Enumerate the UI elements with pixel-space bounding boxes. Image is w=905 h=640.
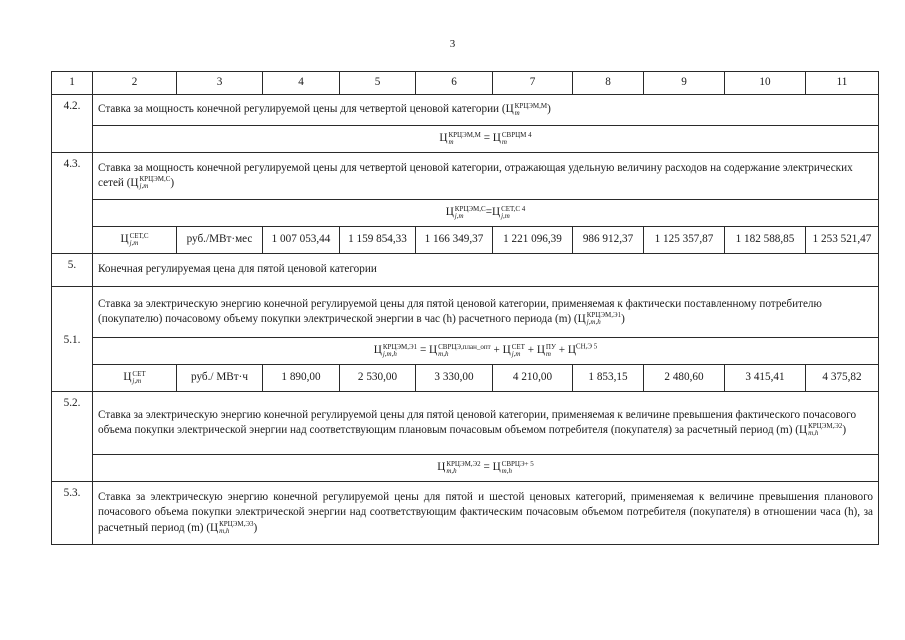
col-header: 1 <box>52 72 93 95</box>
description-text-end: ) <box>842 424 847 436</box>
row-4-3-formula <box>52 200 879 227</box>
row-4-2-formula <box>52 126 879 153</box>
symbol-superscript: КРЦЭМ,Э1 <box>382 342 418 351</box>
value-cell: 1 221 096,39 <box>493 227 573 254</box>
symbol-subscript: j,m <box>132 376 142 385</box>
symbol-subscript: m <box>501 137 507 146</box>
formula-cell: Ц КРЦЭМ,Э2 m,h = Ц СВРЦЭ+ 5 m,h <box>93 455 879 482</box>
description-cell <box>93 95 879 126</box>
tariff-table <box>51 71 879 545</box>
row-5-1-values <box>52 365 879 392</box>
symbol-superscript: СЕТ <box>132 369 146 378</box>
symbol-superscript: КРЦЭМ,С <box>139 175 171 184</box>
value-cell: 1 890,00 <box>263 365 340 392</box>
row-5-2-formula <box>52 455 879 482</box>
row-4-2-text <box>52 95 879 126</box>
row-4-3-text <box>52 153 879 200</box>
symbol-superscript: СЕТ,С <box>129 231 149 240</box>
formula-operator: + Ц <box>524 344 545 357</box>
col-header: 4 <box>263 72 340 95</box>
symbol-subscript: m <box>514 108 520 117</box>
formula-operator: + Ц <box>490 344 511 357</box>
rate-symbol: Ц СЕТ,С j,m <box>93 227 177 254</box>
description-text: Ставка за электрическую энергию конечной регулируемой цены для пятой ценовой категории, применяемая к величине превышения фактического почасового объема покупки электрической энергии над соответствующим плановым почасовым объемом потребителя (покупателя) за расчетный период (m) (Ц <box>98 408 857 436</box>
symbol-superscript: КРЦЭМ,Э1 <box>586 311 622 320</box>
rate-symbol: Ц СЕТ j,m <box>93 365 177 392</box>
value-cell: 1 007 053,44 <box>263 227 340 254</box>
value-cell: 986 912,37 <box>573 227 644 254</box>
description-text-end: ) <box>253 521 258 534</box>
formula-cell: Ц КРЦЭМ,М m = Ц СВРЦМ 4 m <box>93 126 879 153</box>
description-cell <box>93 392 879 455</box>
value-cell: 2 530,00 <box>340 365 416 392</box>
col-header: 6 <box>416 72 493 95</box>
section-number: 5.1. <box>52 287 93 392</box>
col-header: 5 <box>340 72 416 95</box>
symbol-superscript: СВРЦМ 4 <box>501 130 532 139</box>
row-5-3-text <box>52 482 879 545</box>
symbol-superscript: СВРЦЭ,план_опт <box>438 342 491 351</box>
row-4-3-values <box>52 227 879 254</box>
symbol-subscript: m <box>545 349 551 358</box>
row-5-1-formula <box>52 338 879 365</box>
description-cell <box>93 153 879 200</box>
symbol-subscript: m <box>448 137 454 146</box>
symbol-subscript: j,m <box>454 211 464 220</box>
formula-operator: + Ц <box>555 344 576 357</box>
row-5 <box>52 254 879 287</box>
row-5-2-text <box>52 392 879 455</box>
symbol-superscript: КРЦЭМ,М <box>448 130 481 139</box>
value-cell: 1 853,15 <box>573 365 644 392</box>
symbol-subscript: j,m <box>511 349 521 358</box>
symbol-subscript: j,m,h <box>586 318 601 327</box>
value-cell: 2 480,60 <box>644 365 725 392</box>
col-header: 8 <box>573 72 644 95</box>
col-header: 9 <box>644 72 725 95</box>
symbol-superscript: КРЦЭМ,М <box>514 101 548 110</box>
symbol-superscript: СЕТ <box>511 342 525 351</box>
symbol-superscript: КРЦЭМ,С <box>454 204 486 213</box>
section-number: 4.3. <box>52 153 93 254</box>
value-cell: 1 253 521,47 <box>806 227 879 254</box>
unit-cell: руб./МВт·мес <box>177 227 263 254</box>
symbol-superscript: КРЦЭМ,Э2 <box>808 422 843 431</box>
description-text-end: ) <box>621 313 625 325</box>
header-row <box>52 72 879 95</box>
section-number: 4.2. <box>52 95 93 153</box>
formula-cell: Ц КРЦЭМ,С j,m =Ц СЕТ,С 4 j,m <box>93 200 879 227</box>
symbol-subscript: m,h <box>219 526 230 535</box>
formula-operator: = Ц <box>480 461 501 474</box>
col-header: 7 <box>493 72 573 95</box>
section-number: 5.3. <box>52 482 93 545</box>
symbol-subscript: m,h <box>808 429 819 438</box>
description-text: Ставка за мощность конечной регулируемой цены для четвертой ценовой категории (Ц <box>98 103 514 116</box>
value-cell: 1 166 349,37 <box>416 227 493 254</box>
page-number: 3 <box>449 38 456 50</box>
col-header: 2 <box>93 72 177 95</box>
value-cell: 1 182 588,85 <box>725 227 806 254</box>
value-cell: 4 210,00 <box>493 365 573 392</box>
col-header: 3 <box>177 72 263 95</box>
description-text: Ставка за электрическую энергию конечной регулируемой цены для пятой ценовой категории, применяемая к фактически поставленному потребителю (покупателю) почасовому объему покупки электрической энергии в час (h) расчетного периода (m) (Ц <box>98 297 822 325</box>
symbol-subscript: m,h <box>501 466 512 475</box>
col-header: 10 <box>725 72 806 95</box>
symbol-superscript: ПУ <box>545 342 556 351</box>
symbol-superscript: КРЦЭМ,Э3 <box>219 519 254 528</box>
formula-operator: =Ц <box>485 206 501 219</box>
value-cell: 3 330,00 <box>416 365 493 392</box>
symbol-superscript: КРЦЭМ,Э2 <box>446 459 481 468</box>
value-cell: 4 375,82 <box>806 365 879 392</box>
section-number: 5. <box>52 254 93 287</box>
unit-cell: руб./ МВт·ч <box>177 365 263 392</box>
symbol-subscript: j,m,h <box>382 349 397 358</box>
value-cell: 1 125 357,87 <box>644 227 725 254</box>
description-text-end: ) <box>170 177 175 189</box>
value-cell: 1 159 854,33 <box>340 227 416 254</box>
description-text: Ставка за электрическую энергию конечной регулируемой цены для пятой и шестой ценовых категорий, применяемая к величине превышения планового почасового объема покупки электрической энергии над соответствующим фактическим почасовым объемом потребителя (покупателя) в отношении часа (h), за расчетный период (m) (Ц <box>98 491 873 534</box>
description-text: Конечная регулируемая цена для пятой ценовой категории <box>93 254 879 287</box>
formula-cell: Ц КРЦЭМ,Э1 j,m,h = Ц СВРЦЭ,план_опт m,h + Ц СЕТ j,m + Ц ПУ m + $Ц^{СН,Э 5}$ <box>93 338 879 365</box>
symbol-subscript: m,h <box>446 466 457 475</box>
section-number: 5.2. <box>52 392 93 482</box>
description-text: Ставка за мощность конечной регулируемой цены для четвертой ценовой категории, отражающая удельную величину расходов на содержание электрических сетей (Ц <box>98 161 853 189</box>
symbol-superscript: СВРЦЭ+ 5 <box>501 459 534 468</box>
description-text-end: ) <box>547 103 551 116</box>
row-5-1-text <box>52 287 879 338</box>
symbol-superscript: СЕТ,С 4 <box>501 204 526 213</box>
col-header: 11 <box>806 72 879 95</box>
formula-operator: = Ц <box>417 344 438 357</box>
symbol-subscript: j,m <box>129 238 139 247</box>
symbol-superscript: СН,Э 5 <box>575 342 598 351</box>
description-cell <box>93 287 879 338</box>
symbol-subscript: m,h <box>438 349 449 358</box>
description-cell <box>93 482 879 545</box>
value-cell: 3 415,41 <box>725 365 806 392</box>
formula-operator: = Ц <box>480 132 501 145</box>
symbol-subscript: j,m <box>139 182 149 191</box>
symbol-subscript: j,m <box>501 211 510 220</box>
